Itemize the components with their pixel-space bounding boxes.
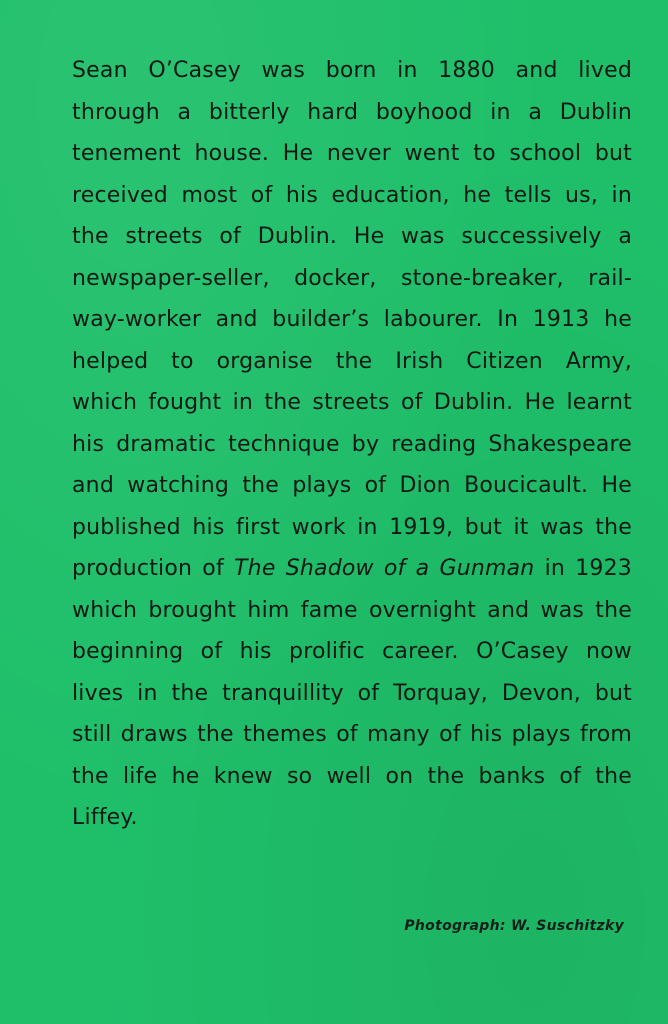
biography-line-19: Liffey. (72, 805, 138, 830)
biography-line-15: beginning of his prolific career. O’Casey now (72, 639, 632, 664)
biography-line-6: newspaper-seller, docker, stone-breaker, rail- (72, 265, 632, 291)
biography-line-13 (72, 548, 632, 590)
biography-line-5: the streets of Dublin. He was successively a (72, 224, 632, 249)
author-biography (72, 50, 632, 839)
biography-line-16: lives in the tranquillity of Torquay, Devon, but (72, 680, 632, 706)
biography-line-1: Sean O’Casey was born in 1880 and lived (72, 58, 632, 83)
play-title: The Shadow of a Gunman (234, 556, 535, 581)
biography-line-13-before: production of (72, 556, 235, 581)
biography-line-14: which brought him fame overnight and was the (72, 597, 632, 623)
biography-line-12: published his first work in 1919, but it was the (72, 514, 632, 540)
biography-line-18: the life he knew so well on the banks of the (72, 763, 632, 789)
biography-line-8: helped to organise the Irish Citizen Army, (72, 348, 632, 374)
biography-line-4: received most of his education, he tells us, in (72, 182, 632, 208)
biography-line-17: still draws the themes of many of his plays from (72, 722, 632, 747)
biography-line-7: way-worker and builder’s labourer. In 1913 he (72, 307, 632, 332)
biography-line-11: and watching the plays of Dion Boucicault. He (72, 473, 632, 498)
biography-line-9: which fought in the streets of Dublin. He learnt (72, 390, 632, 415)
photograph-credit: Photograph: W. Suschitzky (404, 918, 624, 934)
biography-line-3: tenement house. He never went to school but (72, 141, 632, 166)
biography-line-13-after: in 1923 (534, 556, 632, 581)
biography-line-10: his dramatic technique by reading Shakespeare (72, 431, 632, 457)
biography-line-2: through a bitterly hard boyhood in a Dublin (72, 99, 632, 125)
